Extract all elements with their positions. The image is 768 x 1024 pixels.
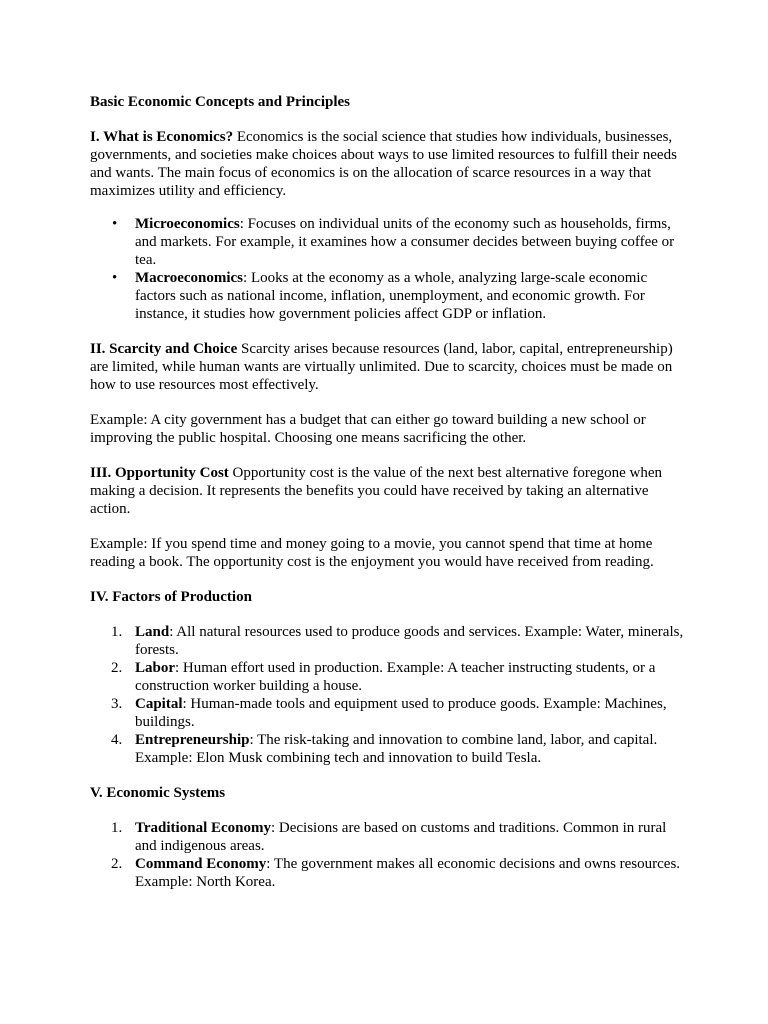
economic-systems-list [90, 819, 690, 891]
section-opportunity-cost [90, 464, 690, 518]
term-description: : Looks at the economy as a whole, analyzing large-scale economic factors such as national income, inflation, unemployment, and economic growth. For instance, it studies how government policies affect GDP or inflation. [135, 270, 648, 322]
list-number: 2. [111, 856, 123, 872]
list-item-command-economy [90, 855, 690, 891]
list-item-traditional-economy [90, 819, 690, 855]
list-number: 1. [111, 624, 123, 640]
list-item-labor [90, 659, 690, 695]
term-description: : Human-made tools and equipment used to produce goods. Example: Machines, buildings. [135, 696, 667, 730]
list-number: 3. [111, 696, 123, 712]
list-number: 4. [111, 732, 123, 748]
section-scarcity-and-choice [90, 340, 690, 394]
section-text: Economics is the social science that studies how individuals, businesses, governments, and societies make choices about ways to use limited resources to fulfill their needs and wants. The main focus of economics is on the allocation of scarce resources in a way that maximizes utility and efficiency. [90, 129, 677, 199]
term-description: : Decisions are based on customs and traditions. Common in rural and indigenous areas. [135, 820, 667, 854]
term-description: : Human effort used in production. Example: A teacher instructing students, or a construction worker building a house. [135, 660, 656, 694]
opportunity-cost-example: Example: If you spend time and money going to a movie, you cannot spend that time at home reading a book. The opportunity cost is the enjoyment you would have received from reading. [90, 536, 654, 570]
list-item-microeconomics [90, 215, 690, 269]
term-description: : Focuses on individual units of the economy such as households, firms, and markets. For example, it examines how a consumer decides between buying coffee or tea. [135, 216, 675, 268]
section-heading: I. What is Economics? [90, 129, 234, 145]
term-entrepreneurship: Entrepreneurship [135, 732, 250, 748]
section-heading-factors-of-production: IV. Factors of Production [90, 589, 252, 605]
term-description: : The government makes all economic decisions and owns resources. Example: North Korea. [135, 856, 681, 890]
economics-branches-list [90, 215, 690, 323]
section-heading-economic-systems: V. Economic Systems [90, 785, 226, 801]
term-macroeconomics: Macroeconomics [135, 270, 244, 286]
term-traditional-economy: Traditional Economy [135, 820, 271, 836]
section-heading: III. Opportunity Cost [90, 465, 229, 481]
term-description: : All natural resources used to produce goods and services. Example: Water, minerals, forests. [135, 624, 684, 658]
term-command-economy: Command Economy [135, 856, 267, 872]
factors-of-production-list [90, 623, 690, 767]
section-what-is-economics [90, 128, 690, 200]
document-page [90, 93, 690, 908]
bullet-marker: • [112, 270, 118, 286]
list-item-entrepreneurship [90, 731, 690, 767]
term-capital: Capital [135, 696, 183, 712]
list-number: 1. [111, 820, 123, 836]
list-item-capital [90, 695, 690, 731]
term-land: Land [135, 624, 170, 640]
document-title: Basic Economic Concepts and Principles [90, 94, 351, 110]
section-heading: II. Scarcity and Choice [90, 341, 238, 357]
section-text: Scarcity arises because resources (land, labor, capital, entrepreneurship) are limited, while human wants are virtually unlimited. Due to scarcity, choices must be made on how to use resources most effectively. [90, 341, 673, 393]
list-item-macroeconomics [90, 269, 690, 323]
bullet-marker: • [112, 216, 118, 232]
term-microeconomics: Microeconomics [135, 216, 240, 232]
section-text: Opportunity cost is the value of the next best alternative foregone when making a decision. It represents the benefits you could have received by taking an alternative action. [90, 465, 662, 517]
term-labor: Labor [135, 660, 176, 676]
list-number: 2. [111, 660, 123, 676]
scarcity-example: Example: A city government has a budget that can either go toward building a new school or improving the public hospital. Choosing one means sacrificing the other. [90, 412, 646, 446]
list-item-land [90, 623, 690, 659]
term-description: : The risk-taking and innovation to combine land, labor, and capital. Example: Elon Musk combining tech and innovation to build Tesla. [135, 732, 658, 766]
